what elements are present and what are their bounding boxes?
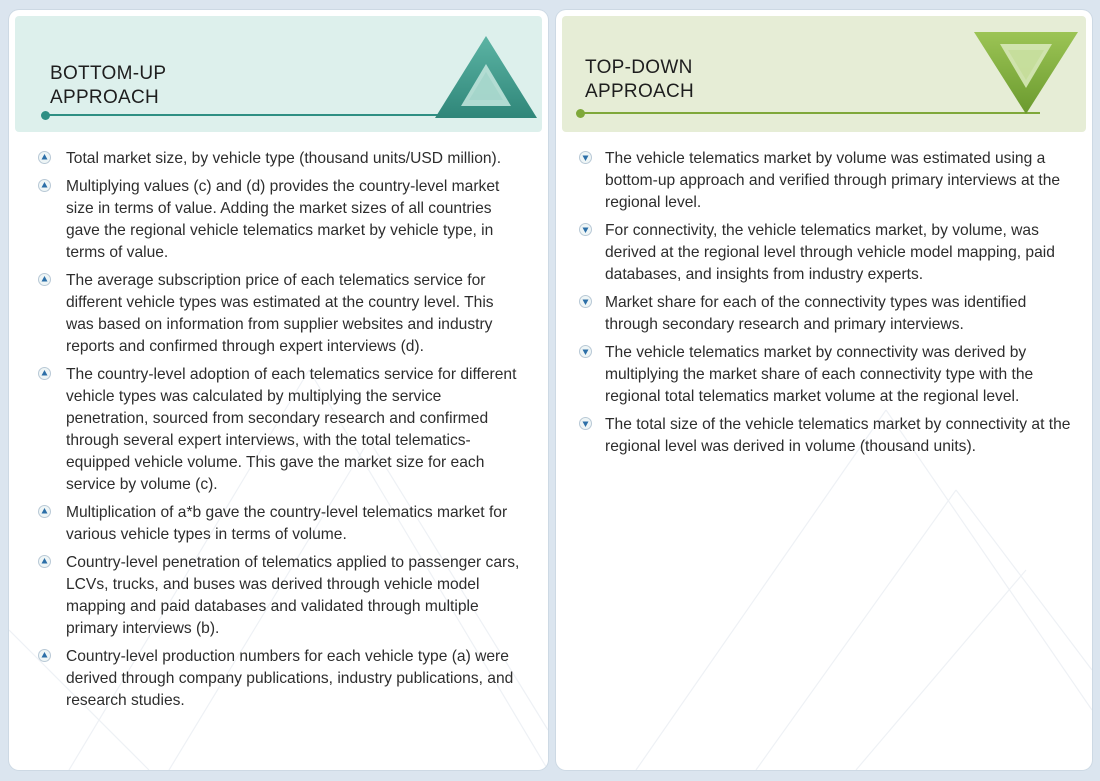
up-bullet-icon — [38, 649, 51, 662]
top-down-title: TOP-DOWN APPROACH — [585, 57, 695, 102]
list-item-text: Total market size, by vehicle type (thousand units/USD million). — [66, 150, 502, 167]
down-bullet-icon — [579, 223, 592, 236]
up-bullet-icon — [38, 273, 51, 286]
list-item-text: Country-level production numbers for each vehicle type (a) were derived through company publications, industry publications, and research studies. — [66, 648, 514, 709]
list-item — [556, 292, 1092, 336]
list-item — [9, 646, 548, 712]
list-item-text: Country-level penetration of telematics applied to passenger cars, LCVs, trucks, and buses was derived through vehicle model mapping and paid databases and validated through multiple primary interviews (b). — [66, 554, 520, 637]
list-item-text: For connectivity, the vehicle telematics market, by volume, was derived at the regional level through vehicle model mapping, paid databases, and insights from industry experts. — [605, 222, 1055, 283]
list-item-text: The average subscription price of each telematics service for different vehicle types was estimated at the country level. This was based on information from supplier websites and industry reports and confirmed through expert interviews (d). — [66, 272, 494, 355]
down-bullet-icon — [579, 345, 592, 358]
bottom-up-title: BOTTOM-UP APPROACH — [50, 63, 167, 108]
list-item-text: Multiplication of a*b gave the country-level telematics market for various vehicle types in terms of volume. — [66, 504, 508, 543]
list-item — [556, 342, 1092, 408]
list-item — [9, 552, 548, 640]
rule-dot — [576, 109, 585, 118]
up-bullet-icon — [38, 555, 51, 568]
up-bullet-icon — [38, 151, 51, 164]
list-item-text: The vehicle telematics market by volume was estimated using a bottom-up approach and verified through primary interviews at the regional level. — [605, 150, 1061, 211]
bottom-up-list — [9, 148, 548, 718]
top-down-panel — [556, 10, 1092, 770]
down-bullet-icon — [579, 417, 592, 430]
up-bullet-icon — [38, 367, 51, 380]
list-item-text: Market share for each of the connectivity types was identified through secondary research and primary interviews. — [605, 294, 1027, 333]
rule-dot — [41, 111, 50, 120]
list-item — [556, 220, 1092, 286]
list-item-text: The country-level adoption of each telematics service for different vehicle types was calculated by multiplying the service penetration, sourced from secondary research and confirmed through several expert interviews, with the total telematics-equipped vehicle volume. This gave the market size for each service by volume (c). — [66, 366, 517, 493]
top-down-list — [556, 148, 1092, 464]
up-bullet-icon — [38, 505, 51, 518]
down-bullet-icon — [579, 295, 592, 308]
list-item — [9, 270, 548, 358]
list-item — [9, 176, 548, 264]
list-item — [9, 364, 548, 496]
list-item-text: The vehicle telematics market by connectivity was derived by multiplying the market share of each connectivity type with the regional total telematics market volume at the regional level. — [605, 344, 1034, 405]
bottom-up-panel — [9, 10, 548, 770]
top-down-header-rule — [580, 112, 1040, 114]
list-item — [556, 148, 1092, 214]
up-bullet-icon — [38, 179, 51, 192]
down-bullet-icon — [579, 151, 592, 164]
list-item — [9, 148, 548, 170]
down-triangle-icon — [972, 30, 1080, 116]
up-triangle-icon — [433, 34, 539, 120]
list-item-text: The total size of the vehicle telematics market by connectivity at the regional level was derived in volume (thousand units). — [605, 416, 1071, 455]
top-down-header — [562, 16, 1086, 132]
list-item — [556, 414, 1092, 458]
list-item-text: Multiplying values (c) and (d) provides the country-level market size in terms of value. Adding the market sizes of all countries gave the regional vehicle telematics market by vehicle type, in terms of value. — [66, 178, 500, 261]
bottom-up-header — [15, 16, 542, 132]
list-item — [9, 502, 548, 546]
